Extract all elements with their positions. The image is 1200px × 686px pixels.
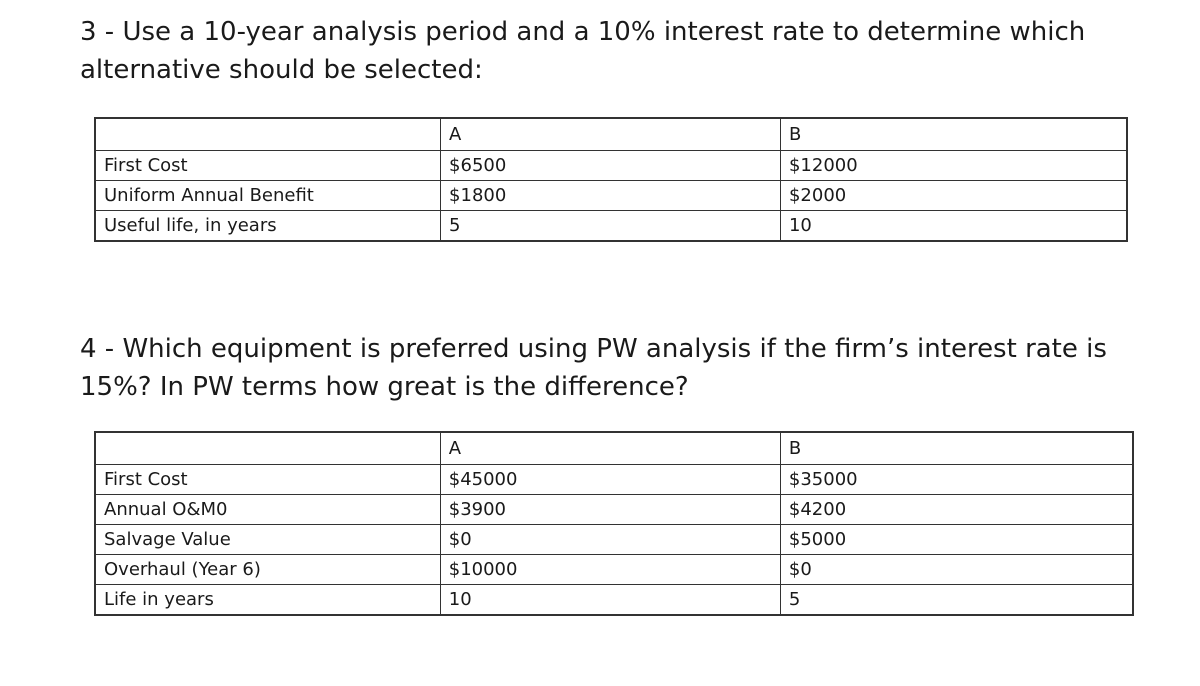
column-header-b: B [780, 432, 1133, 465]
value-b: $5000 [780, 525, 1133, 555]
table-row [95, 525, 1133, 555]
value-a: 5 [441, 211, 781, 242]
value-b: $2000 [780, 181, 1127, 211]
row-label: First Cost [95, 151, 441, 181]
question-3-table [94, 117, 1128, 242]
table-row [95, 585, 1133, 616]
question-3-line-2: alternative should be selected: [80, 55, 483, 85]
table-header-cell [95, 432, 440, 465]
column-header-a: A [440, 432, 780, 465]
value-a: 10 [440, 585, 780, 616]
value-b: $12000 [780, 151, 1127, 181]
table-row [95, 151, 1127, 181]
value-b: $35000 [780, 465, 1133, 495]
table-header-row [95, 118, 1127, 151]
table-row [95, 495, 1133, 525]
column-header-a: A [441, 118, 781, 151]
value-b: 5 [780, 585, 1133, 616]
value-a: $45000 [440, 465, 780, 495]
value-b: 10 [780, 211, 1127, 242]
column-header-b: B [780, 118, 1127, 151]
value-a: $0 [440, 525, 780, 555]
value-a: $10000 [440, 555, 780, 585]
question-4-line-1: 4 - Which equipment is preferred using PW analysis if the firm’s interest rate is [80, 334, 1107, 364]
table-row [95, 465, 1133, 495]
row-label: Overhaul (Year 6) [95, 555, 440, 585]
table-row [95, 181, 1127, 211]
question-3-line-1: 3 - Use a 10-year analysis period and a 10% interest rate to determine which [80, 17, 1086, 47]
row-label: Salvage Value [95, 525, 440, 555]
row-label: Uniform Annual Benefit [95, 181, 441, 211]
row-label: Life in years [95, 585, 440, 616]
value-a: $6500 [441, 151, 781, 181]
question-4-line-2: 15%? In PW terms how great is the difference? [80, 372, 689, 402]
table-header-cell [95, 118, 441, 151]
value-a: $3900 [440, 495, 780, 525]
value-b: $0 [780, 555, 1133, 585]
value-b: $4200 [780, 495, 1133, 525]
value-a: $1800 [441, 181, 781, 211]
question-3-text [80, 13, 1085, 89]
question-4-table [94, 431, 1134, 616]
row-label: Useful life, in years [95, 211, 441, 242]
question-4-text [80, 330, 1107, 406]
row-label: Annual O&M0 [95, 495, 440, 525]
row-label: First Cost [95, 465, 440, 495]
table-header-row [95, 432, 1133, 465]
table-row [95, 555, 1133, 585]
table-row [95, 211, 1127, 242]
